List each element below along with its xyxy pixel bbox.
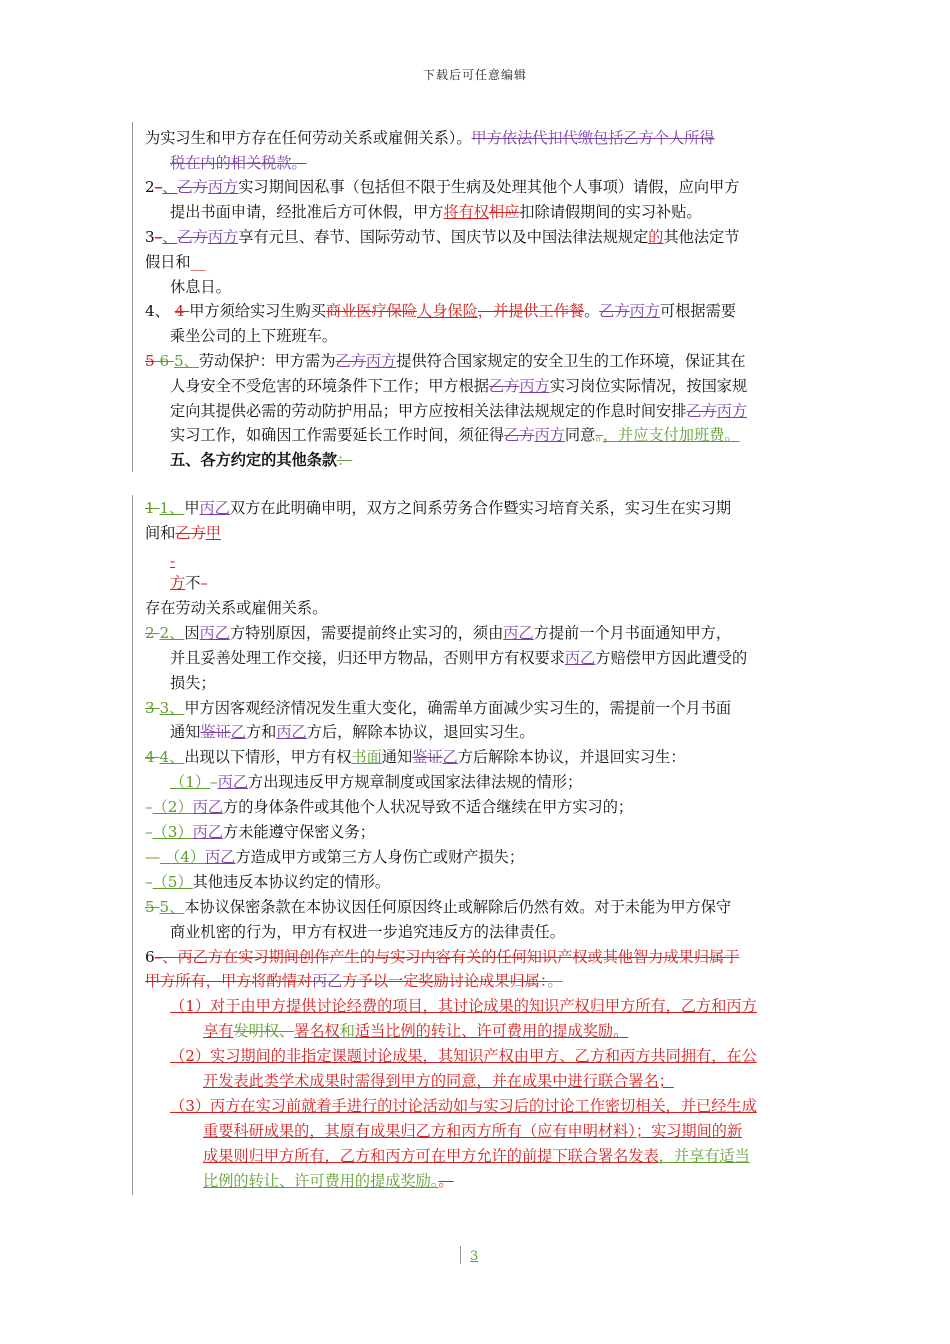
text-segment: 丙乙 — [192, 798, 224, 816]
text-segment: 5、 — [174, 352, 199, 370]
text-line — [170, 424, 740, 446]
text-segment: 方后，解除本协议，退回实习生。 — [306, 723, 535, 741]
text-segment: 丙乙 — [199, 499, 230, 517]
text-line — [145, 622, 731, 644]
text-line — [145, 127, 715, 149]
page-number: 3 — [470, 1249, 479, 1264]
text-segment: 乙方 — [175, 524, 206, 542]
text-segment: 实习期间因私事（包括但不限于生病及处理其他个人事项）请假，应向甲方 — [238, 178, 740, 196]
text-segment: 假日和 — [145, 253, 191, 271]
text-segment: 、 — [162, 228, 178, 246]
text-segment: 存在劳动关系或雇佣关系。 — [145, 599, 328, 617]
text-segment: 4、 — [145, 302, 175, 320]
text-segment: – — [200, 574, 208, 592]
text-segment: 丙方 — [629, 302, 660, 320]
text-segment: （5） — [152, 873, 193, 891]
text-segment: 丙乙 — [205, 848, 236, 866]
text-segment: 丙乙 — [199, 624, 230, 642]
text-segment: – — [145, 873, 153, 891]
text-segment: 。 — [584, 302, 600, 320]
text-line — [170, 647, 747, 669]
text-segment: 方予以一定奖励讨论成果归属： — [342, 972, 548, 990]
change-bar — [132, 495, 133, 1195]
text-segment: 商业机密的行为，甲方有权进一步追究违反方的法律责任。 — [170, 923, 565, 941]
text-segment: – — [154, 178, 163, 196]
text-segment: （2） — [152, 798, 193, 816]
text-segment: – — [145, 823, 153, 841]
text-segment: 丙乙 — [564, 649, 596, 667]
text-segment: 方 — [170, 574, 186, 592]
text-segment: 丙方 — [534, 426, 565, 444]
text-segment: 5 — [145, 352, 155, 370]
text-line — [145, 251, 206, 273]
text-segment: 6 — [145, 948, 155, 966]
text-segment: ： — [337, 451, 353, 469]
text-segment: 方的身体条件或其他个人状况导致不适合继续在甲方实习的； — [223, 798, 634, 816]
text-segment: 书面 — [351, 748, 382, 766]
text-segment: 4、 — [159, 748, 185, 766]
text-segment: 适当比例的转让、许可费用的提成奖励。 — [354, 1022, 629, 1040]
text-segment: – — [145, 798, 153, 816]
text-segment: 其他违反本协议约定的情形。 — [192, 873, 391, 891]
text-segment: 丙乙 — [312, 972, 343, 990]
text-segment: 乙方 — [488, 377, 520, 395]
text-segment: – — [210, 773, 218, 791]
text-line — [145, 522, 221, 544]
text-segment: （2）实习期间的非指定课题讨论成果，其知识产权由甲方、乙方和丙方共同拥有，在公 — [170, 1047, 757, 1065]
text-segment: 乙方 — [335, 352, 366, 370]
text-segment: （1） — [170, 773, 211, 791]
text-segment: ，并享有适当 — [658, 1147, 750, 1165]
text-segment: 甲方须给实习生购买 — [189, 302, 326, 320]
text-segment: 提供符合国家规定的安全卫生的工作环境，保证其在 — [396, 352, 746, 370]
text-line — [145, 697, 731, 719]
text-segment: 2、 — [159, 624, 185, 642]
text-segment: 乙方 — [686, 402, 717, 420]
text-line — [145, 821, 375, 843]
text-segment: – — [154, 228, 163, 246]
text-segment: — — [145, 848, 161, 866]
text-line — [170, 1095, 757, 1117]
text-segment: 丙乙方在实习期间创作产生的与实习内容有关的任何知识产权或其他智力成果归属于 — [177, 948, 740, 966]
text-segment: 。 — [438, 1172, 454, 1190]
text-segment: 不 — [185, 574, 201, 592]
text-segment: 享有 — [203, 1022, 234, 1040]
text-line — [145, 796, 633, 818]
text-segment: 并且妥善处理工作交接，归还甲方物品，否则甲方有权要求 — [170, 649, 565, 667]
text-line — [145, 746, 686, 768]
text-segment: 人身安全不受危害的环境条件下工作；甲方根据 — [170, 377, 489, 395]
text-segment: 署名权 — [294, 1022, 340, 1040]
text-line — [145, 300, 736, 322]
text-segment: 3 — [145, 699, 160, 717]
text-line — [145, 497, 731, 519]
text-segment: （3）丙方在实习前就着手进行的讨论活动如与实习后的讨论工作密切相关，并已经生成 — [170, 1097, 757, 1115]
text-line — [170, 276, 231, 298]
text-segment: 5、 — [159, 898, 185, 916]
text-line — [145, 350, 746, 372]
text-segment: 甲方依法代扣代缴包括乙方个人所得 — [471, 129, 715, 147]
text-segment: 丙方 — [716, 402, 748, 420]
text-line — [170, 1045, 757, 1067]
text-segment: 丙乙 — [192, 823, 224, 841]
text-line — [170, 572, 208, 594]
text-line — [170, 325, 337, 347]
text-segment: 6 — [154, 352, 174, 370]
text-segment: 丙方 — [207, 228, 239, 246]
text-segment: 因 — [184, 624, 200, 642]
text-line — [170, 995, 757, 1017]
text-segment: ，并应支付加班费。 — [602, 426, 740, 444]
text-segment: –、 — [154, 948, 178, 966]
text-segment: 可根据需要 — [660, 302, 736, 320]
text-segment: 2 — [145, 624, 160, 642]
text-line — [203, 1120, 742, 1142]
text-segment: 实习工作，如确因工作需要延长工作时间，须征得 — [170, 426, 505, 444]
text-segment: 相应 — [488, 203, 520, 221]
text-segment: 乙方 — [504, 426, 535, 444]
text-segment: （4） — [160, 848, 206, 866]
text-segment: 发明权、 — [233, 1022, 295, 1040]
text-segment: 方赔偿甲方因此遭受的 — [595, 649, 748, 667]
text-segment: 丙方 — [519, 377, 550, 395]
text-segment: 实习岗位实际情况，按国家规 — [549, 377, 748, 395]
text-line — [170, 152, 307, 174]
text-segment: 4 — [174, 302, 190, 320]
text-segment: 为实习生和甲方存在任何劳动关系或雇佣关系）。 — [145, 129, 472, 147]
text-segment: 重要科研成果的，其原有成果归乙方和丙方所有（应有申明材料）；实习期间的新 — [203, 1122, 743, 1140]
text-segment: 休息日。 — [170, 278, 231, 296]
text-segment: 乙 — [442, 748, 458, 766]
text-segment: 丙方 — [207, 178, 239, 196]
text-segment: 方未能遵守保密义务； — [223, 823, 375, 841]
page-header: 下载后可任意编辑 — [422, 68, 527, 82]
text-segment: 方造成甲方或第三方人身伤亡或财产损失； — [235, 848, 524, 866]
text-segment: 税在内的相关税款。 — [170, 154, 307, 172]
text-segment: - — [170, 552, 176, 570]
text-segment: 出现以下情形，甲方有权 — [184, 748, 352, 766]
text-line — [145, 871, 390, 893]
text-line — [145, 946, 739, 968]
text-segment: 开发表此类学术成果时需得到甲方的同意，并在成果中进行联合署名； — [203, 1072, 674, 1090]
text-line — [170, 672, 216, 694]
text-segment: 成果则归甲方所有，乙方和丙方可在甲方允许的前提下联合署名发表 — [203, 1147, 659, 1165]
text-segment: 甲 — [184, 499, 200, 517]
footer-divider — [460, 1246, 461, 1264]
text-segment: 方提前一个月书面通知甲方， — [533, 624, 732, 642]
text-segment: 5 — [145, 898, 160, 916]
text-segment: 3 — [145, 228, 155, 246]
text-segment: 甲 — [205, 524, 221, 542]
text-segment: 其他法定节 — [663, 228, 740, 246]
text-line — [170, 721, 535, 743]
text-segment: 间和 — [145, 524, 176, 542]
text-line — [203, 1020, 628, 1042]
text-segment: 丙乙 — [503, 624, 534, 642]
text-segment: 乙 — [230, 723, 246, 741]
text-segment: 丙乙 — [217, 773, 249, 791]
text-segment: 、 — [162, 178, 178, 196]
text-segment: 劳动保护：甲方需为 — [198, 352, 336, 370]
text-segment: 2 — [145, 178, 155, 196]
text-segment: 3、 — [159, 699, 185, 717]
text-segment: 比例的转让、许可费用的提成奖励。 — [203, 1172, 439, 1190]
text-segment: 方出现违反甲方规章制度或国家法律法规的情形； — [248, 773, 583, 791]
text-line — [170, 921, 565, 943]
text-segment: 。 — [547, 972, 563, 990]
text-segment: 1 — [145, 499, 160, 517]
text-segment: 本协议保密条款在本协议因任何原因终止或解除后仍然有效。对于未能为甲方保守 — [184, 898, 732, 916]
text-segment: ，并提供工作餐 — [477, 302, 585, 320]
text-segment: 和 — [339, 1022, 355, 1040]
text-segment: 甲方所有，甲方将酌情对 — [145, 972, 313, 990]
text-segment: 丙方 — [365, 352, 397, 370]
text-line — [203, 1170, 454, 1192]
text-segment: 五、各方约定的其他条款 — [170, 451, 338, 469]
text-segment: 鉴证 — [412, 748, 443, 766]
text-line — [203, 1145, 750, 1167]
text-segment: 提出书面申请，经批准后方可休假，甲方 — [170, 203, 444, 221]
text-line — [170, 449, 352, 471]
text-segment: 4 — [145, 748, 160, 766]
text-segment: 乙方 — [599, 302, 630, 320]
text-segment: 通知 — [381, 748, 413, 766]
text-segment: __ — [190, 253, 206, 271]
text-line — [145, 226, 739, 248]
text-segment: 乘坐公司的上下班班车。 — [170, 327, 338, 345]
text-line — [170, 201, 702, 223]
text-segment: 丙乙 — [276, 723, 307, 741]
text-segment: 将有权 — [443, 203, 489, 221]
text-segment: 方后解除本协议，并退回实习生： — [457, 748, 686, 766]
text-segment: 人身保险 — [417, 302, 478, 320]
text-segment: 扣除请假期间的实习补贴。 — [519, 203, 702, 221]
text-segment: 损失； — [170, 674, 216, 692]
text-line — [203, 1070, 674, 1092]
text-segment: 方特别原因，需要提前终止实习的，须由 — [229, 624, 504, 642]
text-line — [170, 771, 582, 793]
text-line — [170, 550, 175, 572]
change-bar — [132, 122, 133, 472]
text-segment: 的 — [648, 228, 664, 246]
text-segment: 双方在此明确申明，双方之间系劳务合作暨实习培育关系，实习生在实习期 — [229, 499, 732, 517]
text-segment: 鉴证 — [200, 723, 231, 741]
text-line — [145, 970, 563, 992]
text-segment: 通知 — [170, 723, 201, 741]
text-segment: 同意 — [564, 426, 596, 444]
text-line — [170, 400, 747, 422]
text-line — [145, 597, 327, 619]
text-segment: （1）对于由甲方提供讨论经费的项目，其讨论成果的知识产权归甲方所有，乙方和丙方 — [170, 997, 757, 1015]
text-segment: 。 — [595, 426, 603, 444]
text-segment: 甲方因客观经济情况发生重大变化，确需单方面减少实习生的，需提前一个月书面 — [184, 699, 732, 717]
text-line — [170, 375, 747, 397]
text-segment: （3） — [152, 823, 193, 841]
text-segment: 方和 — [245, 723, 277, 741]
text-segment: 1、 — [159, 499, 185, 517]
text-segment: 定向其提供必需的劳动防护用品；甲方应按相关法律法规规定的作息时间安排 — [170, 402, 687, 420]
text-line — [145, 846, 524, 868]
text-segment: 乙方 — [177, 228, 208, 246]
text-segment: 商业医疗保险 — [325, 302, 417, 320]
text-segment: 乙方 — [177, 178, 208, 196]
text-segment: 享有元旦、春节、国际劳动节、国庆节以及中国法律法规规定 — [238, 228, 649, 246]
text-line — [145, 896, 731, 918]
text-line — [145, 176, 739, 198]
